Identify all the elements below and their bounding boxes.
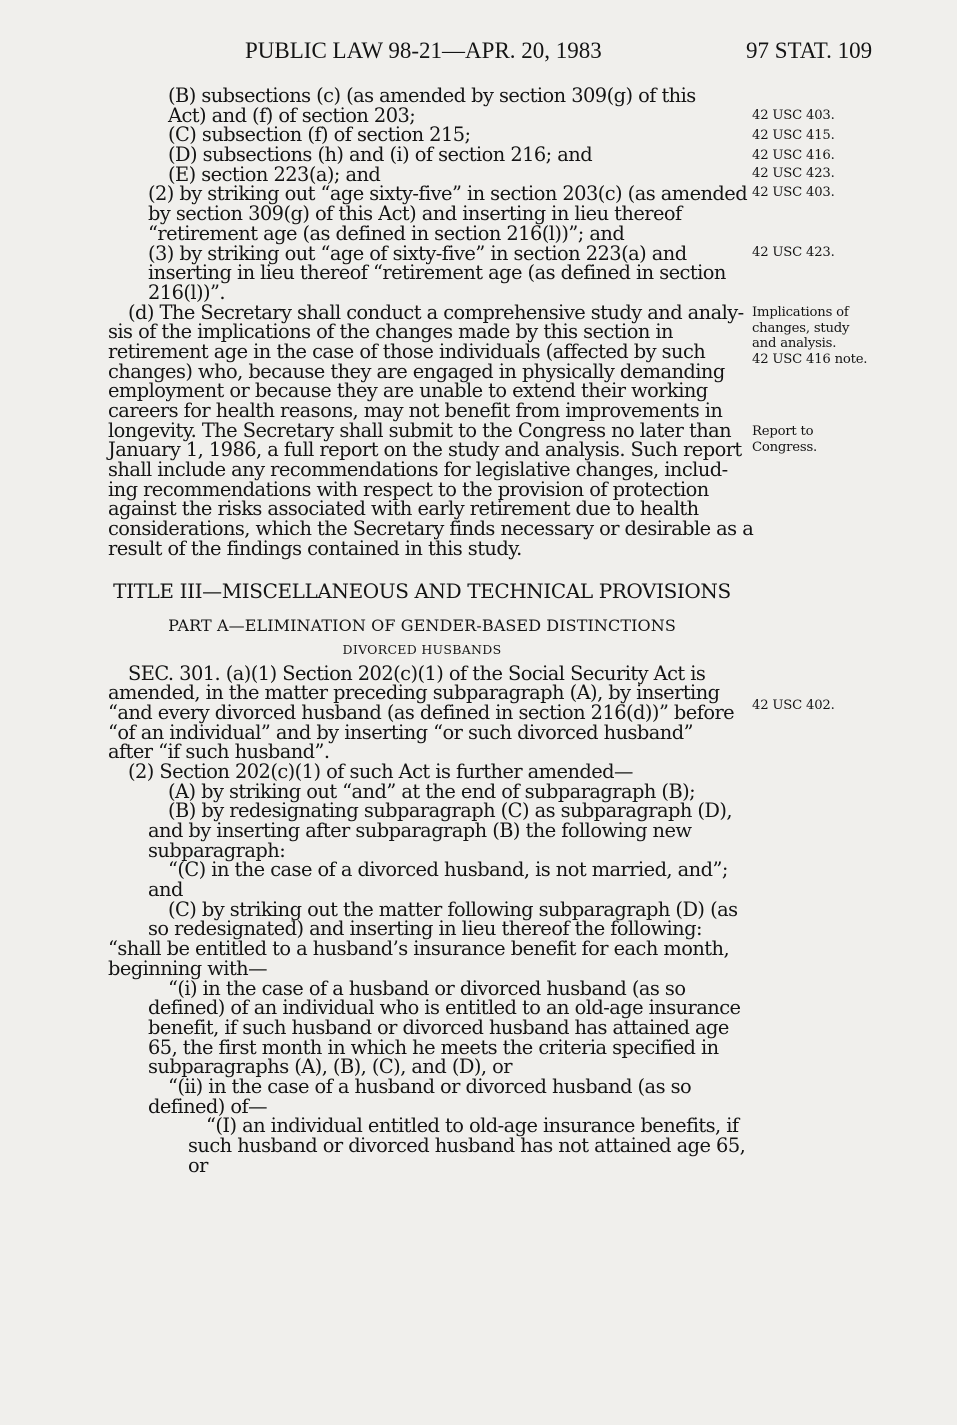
margin-citation: 42 USC 416. [752,148,835,163]
text-line: considerations, which the Secretary finds necessary or desirable as a [108,517,754,541]
text-line: against the risks associated with early retirement due to health [108,497,699,521]
text-line: inserting in lieu thereof “retirement age (as defined in section [148,261,726,285]
text-line: longevity. The Secretary shall submit to the Congress no later than [108,418,732,442]
margin-citation: 42 USC 403. [752,108,835,123]
margin-citation: 42 USC 423. [752,166,835,181]
text-line: 65, the first month in which he meets the criteria specified in [148,1035,719,1059]
section-subheading: DIVORCED HUSBANDS [342,641,502,657]
margin-note-line: Congress. [752,439,818,455]
section-label: SEC. 301. [128,661,221,685]
text-line: or [188,1153,208,1177]
text-line: changes) who, because they are engaged in physically demanding [108,359,725,383]
text-line: after “if such husband”. [108,740,330,764]
section-text: (a)(1) Section 202(c)(1) of the Social Security Act is [220,661,706,685]
title-heading: TITLE III—MISCELLANEOUS AND TECHNICAL PROVISIONS [113,578,731,603]
text-line: result of the findings contained in this study. [108,536,522,560]
text-line: amended, in the matter preceding subparagraph (A), by inserting [108,681,720,705]
text-line: January 1, 1986, a full report on the study and analysis. Such report [108,438,742,462]
margin-citation: 42 USC 403. [752,185,835,200]
text-line: (B) subsections (c) (as amended by section 309(g) of this [168,84,696,107]
text-line: (3) by striking out “age of sixty-five” in section 223(a) and [148,241,687,265]
text-line: and by inserting after subparagraph (B) the following new [148,819,692,842]
text-line: retirement age in the case of those individuals (affected by such [108,339,706,363]
text-line: careers for health reasons, may not benefit from improvements in [108,399,723,422]
text-line: sis of the implications of the changes made by this section in [108,320,673,344]
text-line: “retirement age (as defined in section 216(l))”; and [148,221,625,245]
part-heading-text: PART A—ELIMINATION OF GENDER-BASED DISTINCTIONS [168,615,676,635]
text-line: (C) subsection (f) of section 215; [168,123,471,147]
text-line: “of an individual” and by inserting “or such divorced husband” [108,720,693,744]
text-line: (B) by redesignating subparagraph (C) as subparagraph (D), [168,799,733,823]
page-header [0,38,957,72]
text-line: (2) by striking out “age sixty-five” in section 203(c) (as amended [148,182,748,206]
text-line: such husband or divorced husband has not attained age 65, [188,1134,746,1157]
margin-note-line: and analysis. [752,336,837,352]
text-line: (D) subsections (h) and (i) of section 216; and [168,143,593,167]
text-line: “(C) in the case of a divorced husband, is not married, and”; [168,858,728,882]
margin-note-line: changes, study [752,320,850,336]
margin-note-line: Report to [752,424,814,439]
text-line: 216(l))”. [148,280,226,304]
statute-page-number: 97 STAT. 109 [746,38,873,63]
margin-citation: 42 USC 415. [752,128,835,143]
text-line: “(ii) in the case of a husband or divorced husband (as so [168,1074,692,1098]
text-line: (A) by striking out “and” at the end of subparagraph (B); [168,779,696,803]
margin-note-report [752,424,817,455]
text-line: “shall be entitled to a husband’s insurance benefit for each month, [108,937,730,961]
body-text [108,84,754,1177]
text-line: (C) by striking out the matter following subparagraph (D) (as [168,897,738,921]
text-line: and [148,878,183,902]
text-line: ing recommendations with respect to the provision of protection [108,477,709,501]
text-line: defined) of— [148,1094,268,1118]
text-line: by section 309(g) of this Act) and inserting in lieu thereof [148,202,682,226]
text-line: Act) and (f) of section 203; [168,103,416,127]
margin-citation: 42 USC 402. [752,698,835,713]
header-title: PUBLIC LAW 98-21—APR. 20, 1983 [245,38,602,63]
text-line: (E) section 223(a); and [168,162,381,186]
text-line: “and every divorced husband (as defined in section 216(d))” before [108,700,735,724]
text-line: defined) of an individual who is entitled to an old-age insurance [148,996,741,1020]
text-line: (2) Section 202(c)(1) of such Act is further amended— [128,759,633,783]
text-line: subparagraphs (A), (B), (C), and (D), or [148,1055,512,1079]
margin-note-line: 42 USC 416 note. [752,352,868,368]
margin-citation: 42 USC 423. [752,245,835,260]
text-line: subparagraph: [148,838,286,862]
margin-note-implications [752,305,867,368]
text-line: “(I) an individual entitled to old-age insurance benefits, if [206,1114,739,1138]
text-line: (d) The Secretary shall conduct a comprehensive study and analy- [128,300,744,324]
text-line: “(i) in the case of a husband or divorced husband (as so [168,976,686,1000]
part-heading [108,616,736,636]
margin-note-line: Implications of [752,305,849,320]
text-line: shall include any recommendations for legislative changes, includ- [108,458,728,482]
text-line: employment or because they are unable to extend their working [108,379,708,403]
text-line: so redesignated) and inserting in lieu thereof the following: [148,917,702,941]
text-line: beginning with— [108,956,267,980]
text-line: benefit, if such husband or divorced husband has attained age [148,1015,729,1039]
